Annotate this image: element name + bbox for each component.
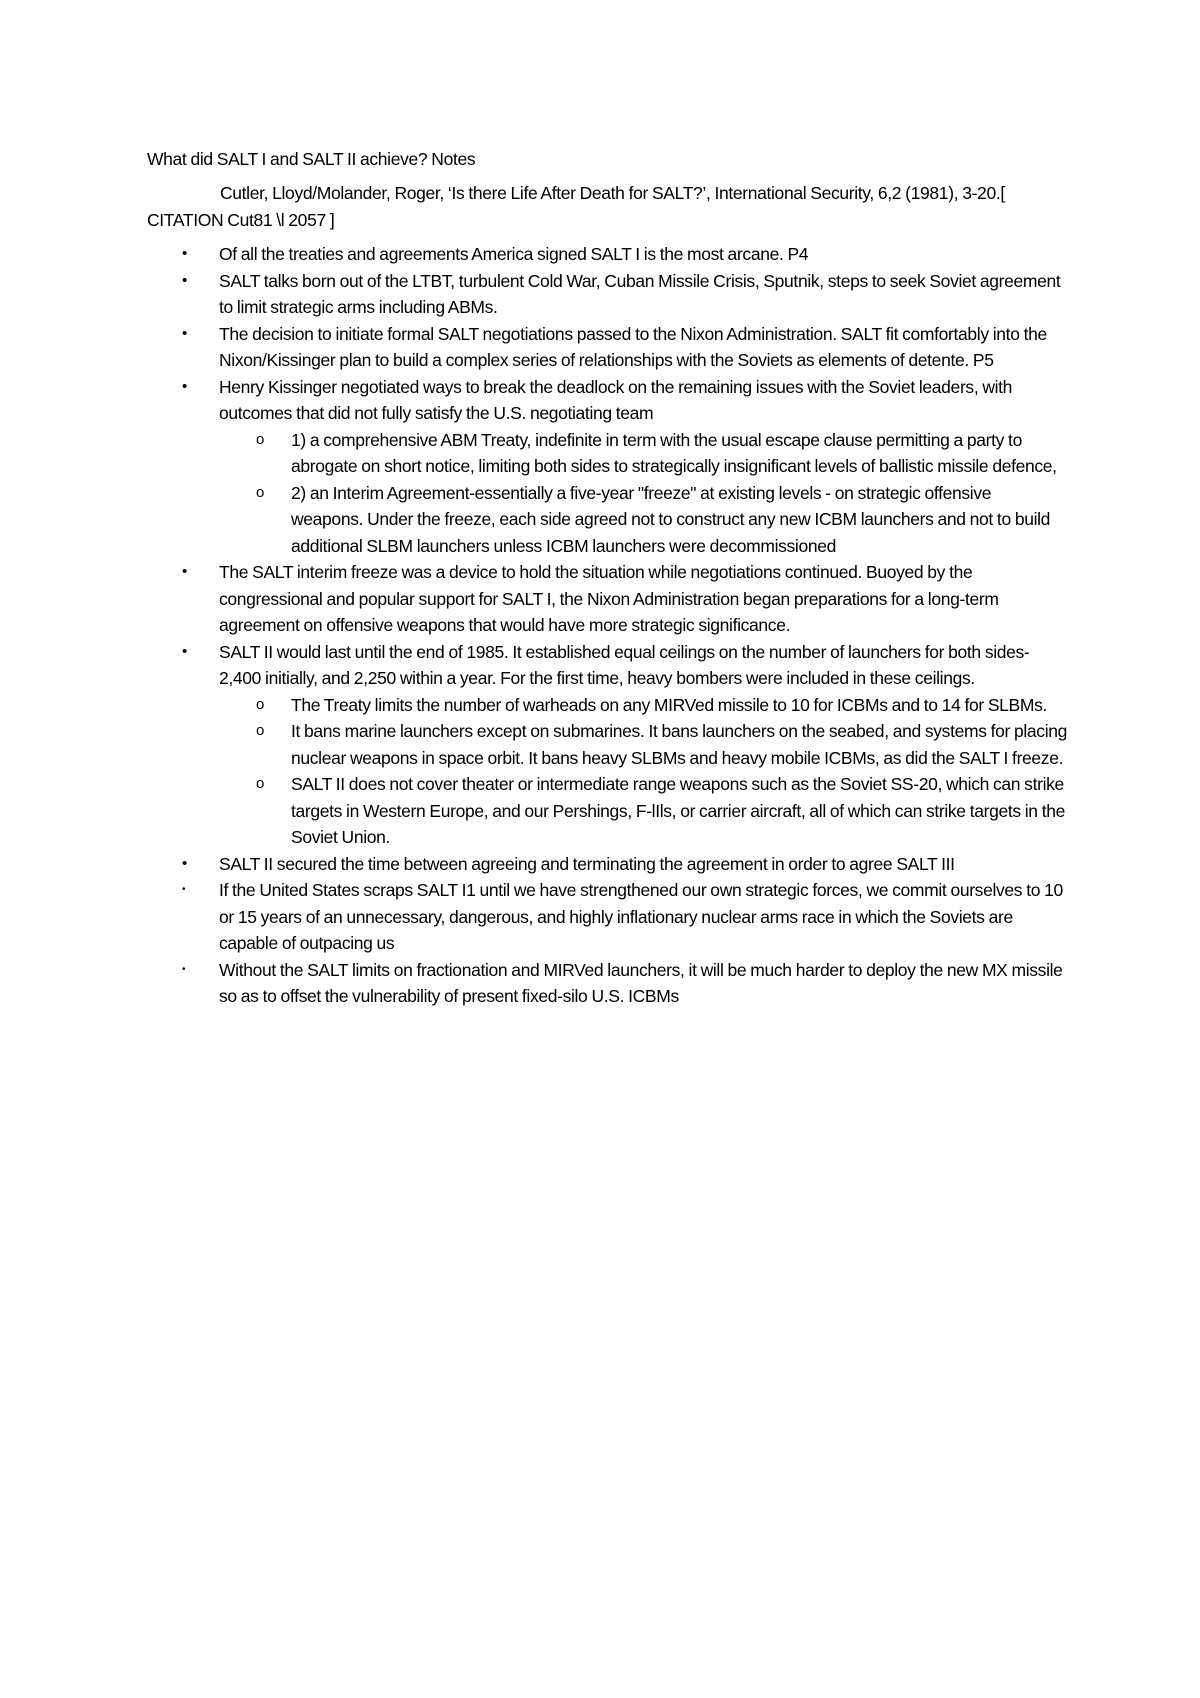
list-item: [147, 374, 1067, 560]
sub-list-item: [147, 427, 1067, 480]
sub-bullet-text: SALT II does not cover theater or intermediate range weapons such as the Soviet SS-20, which can strike targets in Western Europe, and our Pershings, F-lIls, or carrier aircraft, all of which can strike targets in the Soviet Union.: [291, 774, 1065, 847]
citation-paragraph: Cutler, Lloyd/Molander, Roger, ‘Is there Life After Death for SALT?’, International Security, 6,2 (1981), 3-20.[ CITATION Cut81 \l 2057 ]: [147, 183, 1005, 230]
list-item: [147, 851, 1067, 878]
list-item: [147, 957, 1067, 1010]
sub-bullet-text: 1) a comprehensive ABM Treaty, indefinite in term with the usual escape clause permitting a party to abrogate on short notice, limiting both sides to strategically insignificant levels of ballistic missile defence,: [291, 429, 1057, 476]
sub-list-item: [147, 771, 1067, 851]
list-item: [147, 877, 1067, 957]
bullet-marker: •: [182, 642, 187, 660]
bullet-marker: •: [182, 245, 187, 262]
list-item: [147, 241, 1067, 268]
sub-bullet-text: It bans marine launchers except on submarines. It bans launchers on the seabed, and systems for placing nuclear weapons in space orbit. It bans heavy SLBMs and heavy mobile ICBMs, as did the SALT I freeze.: [291, 721, 1067, 768]
notes-bullet-list: [147, 241, 1067, 1010]
list-item: [147, 639, 1067, 851]
sub-bullet-marker: o: [256, 695, 264, 713]
bullet-text: Henry Kissinger negotiated ways to break the deadlock on the remaining issues with the Soviet leaders, with outcomes that did not fully satisfy the U.S. negotiating team: [219, 376, 1013, 423]
sub-bullet-list: [219, 692, 1067, 851]
bullet-marker: •: [182, 854, 187, 872]
bullet-text: The SALT interim freeze was a device to hold the situation while negotiations continued. Buoyed by the congressional and popular support for SALT I, the Nixon Administration began preparations for a long-term agreement on offensive weapons that would have more strategic significance.: [219, 562, 999, 635]
bullet-marker: •: [182, 963, 186, 975]
list-item: [147, 321, 1067, 374]
bullet-text: SALT II secured the time between agreeing and terminating the agreement in order to agree SALT III: [219, 853, 955, 874]
list-item: [147, 559, 1067, 639]
bullet-marker: •: [182, 324, 187, 342]
sub-bullet-marker: o: [256, 775, 264, 792]
sub-bullet-text: The Treaty limits the number of warheads on any MIRVed missile to 10 for ICBMs and to 14 for SLBMs.: [291, 694, 1048, 715]
bullet-marker: •: [182, 271, 187, 289]
bullet-text: If the United States scraps SALT I1 until we have strengthened our own strategic forces, we commit ourselves to 10 or 15 years of an unnecessary, dangerous, and highly inflationary nuclear arms race in which the Soviets are capable of outpacing us: [219, 880, 1063, 953]
bullet-text: Of all the treaties and agreements America signed SALT I is the most arcane. P4: [219, 244, 809, 264]
bullet-text: SALT II would last until the end of 1985. It established equal ceilings on the number of launchers for both sides-2,400 initially, and 2,250 within a year. For the first time, heavy bombers were included in these ceilings.: [219, 641, 1030, 688]
bullet-marker: •: [182, 563, 187, 580]
page-title: What did SALT I and SALT II achieve? Notes: [147, 149, 476, 169]
sub-list-item: [147, 480, 1067, 560]
document-body: [147, 146, 1067, 1010]
sub-list-item: [147, 692, 1067, 719]
sub-bullet-list: [219, 427, 1067, 560]
bullet-text: SALT talks born out of the LTBT, turbulent Cold War, Cuban Missile Crisis, Sputnik, steps to seek Soviet agreement to limit strategic arms including ABMs.: [219, 270, 1061, 317]
sub-bullet-marker: o: [256, 722, 264, 739]
sub-list-item: [147, 718, 1067, 771]
bullet-text: The decision to initiate formal SALT negotiations passed to the Nixon Administration. SALT fit comfortably into the Nixon/Kissinger plan to build a complex series of relationships with the Soviets as elements of detente. P5: [219, 323, 1047, 370]
sub-bullet-marker: o: [256, 483, 264, 501]
bullet-text: Without the SALT limits on fractionation and MIRVed launchers, it will be much harder to deploy the new MX missile so as to offset the vulnerability of present fixed-silo U.S. ICBMs: [219, 959, 1063, 1006]
sub-bullet-marker: o: [256, 430, 264, 448]
bullet-marker: •: [182, 884, 186, 895]
bullet-marker: •: [182, 377, 187, 395]
list-item: [147, 268, 1067, 321]
sub-bullet-text: 2) an Interim Agreement-essentially a five-year "freeze" at existing levels - on strategic offensive weapons. Under the freeze, each side agreed not to construct any new ICBM launchers and not to build additional SLBM launchers unless ICBM launchers were decommissioned: [291, 482, 1051, 556]
